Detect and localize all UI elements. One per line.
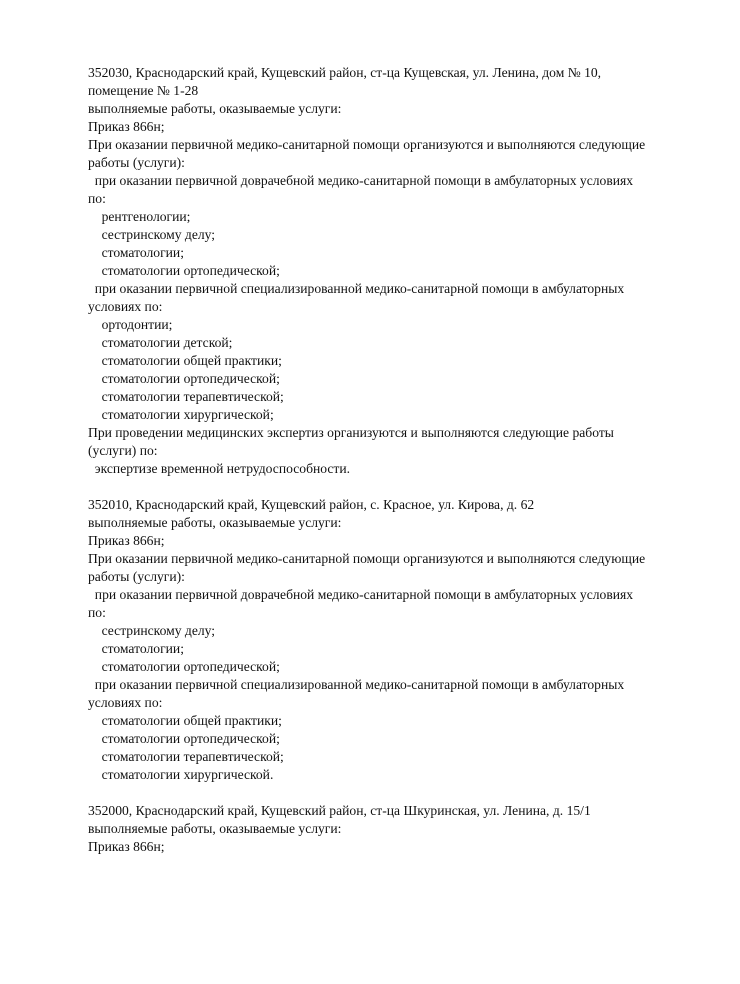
text-line: выполняемые работы, оказываемые услуги:: [88, 821, 342, 836]
text-line: по:: [88, 605, 106, 620]
text-line: условиях по:: [88, 695, 163, 710]
text-line: Приказ 866н;: [88, 839, 165, 854]
text-line: стоматологии ортопедической;: [88, 263, 280, 278]
address-section: [88, 64, 708, 478]
text-line: сестринскому делу;: [88, 227, 216, 242]
text-line: стоматологии ортопедической;: [88, 659, 280, 674]
address-section: [88, 802, 708, 856]
text-line: стоматологии ортопедической;: [88, 371, 280, 386]
text-line: при оказании первичной специализированной медико-санитарной помощи в амбулаторных: [88, 677, 625, 692]
text-line: экспертизе временной нетрудоспособности.: [88, 461, 351, 476]
text-line: помещение № 1-28: [88, 83, 199, 98]
address-section: [88, 496, 708, 784]
text-line: стоматологии общей практики;: [88, 353, 282, 368]
text-line: стоматологии детской;: [88, 335, 233, 350]
text-line: ортодонтии;: [88, 317, 173, 332]
section-spacer: [88, 784, 708, 802]
text-line: При оказании первичной медико-санитарной помощи организуются и выполняются следующие: [88, 551, 646, 566]
section-spacer: [88, 478, 708, 496]
text-line: рентгенологии;: [88, 209, 191, 224]
text-line: работы (услуги):: [88, 569, 185, 584]
address-line: 352010, Краснодарский край, Кущевский район, с. Красное, ул. Кирова, д. 62: [88, 497, 535, 512]
text-line: стоматологии;: [88, 245, 184, 260]
text-line: сестринскому делу;: [88, 623, 216, 638]
address-line: 352000, Краснодарский край, Кущевский район, ст-ца Шкуринская, ул. Ленина, д. 15/1: [88, 803, 591, 818]
text-line: При проведении медицинских экспертиз организуются и выполняются следующие работы: [88, 425, 614, 440]
document-page: [88, 64, 708, 856]
address-line: 352030, Краснодарский край, Кущевский район, ст-ца Кущевская, ул. Ленина, дом № 10,: [88, 65, 602, 80]
text-line: стоматологии ортопедической;: [88, 731, 280, 746]
text-line: стоматологии хирургической.: [88, 767, 274, 782]
text-line: при оказании первичной специализированной медико-санитарной помощи в амбулаторных: [88, 281, 625, 296]
text-line: стоматологии общей практики;: [88, 713, 282, 728]
text-line: выполняемые работы, оказываемые услуги:: [88, 515, 342, 530]
text-line: выполняемые работы, оказываемые услуги:: [88, 101, 342, 116]
text-line: условиях по:: [88, 299, 163, 314]
text-line: по:: [88, 191, 106, 206]
text-line: Приказ 866н;: [88, 119, 165, 134]
text-line: работы (услуги):: [88, 155, 185, 170]
text-line: стоматологии терапевтической;: [88, 749, 284, 764]
text-line: стоматологии хирургической;: [88, 407, 274, 422]
text-line: (услуги) по:: [88, 443, 158, 458]
text-line: При оказании первичной медико-санитарной помощи организуются и выполняются следующие: [88, 137, 646, 152]
text-line: стоматологии терапевтической;: [88, 389, 284, 404]
text-line: Приказ 866н;: [88, 533, 165, 548]
text-line: при оказании первичной доврачебной медико-санитарной помощи в амбулаторных условиях: [88, 173, 634, 188]
text-line: стоматологии;: [88, 641, 184, 656]
text-line: при оказании первичной доврачебной медико-санитарной помощи в амбулаторных условиях: [88, 587, 634, 602]
